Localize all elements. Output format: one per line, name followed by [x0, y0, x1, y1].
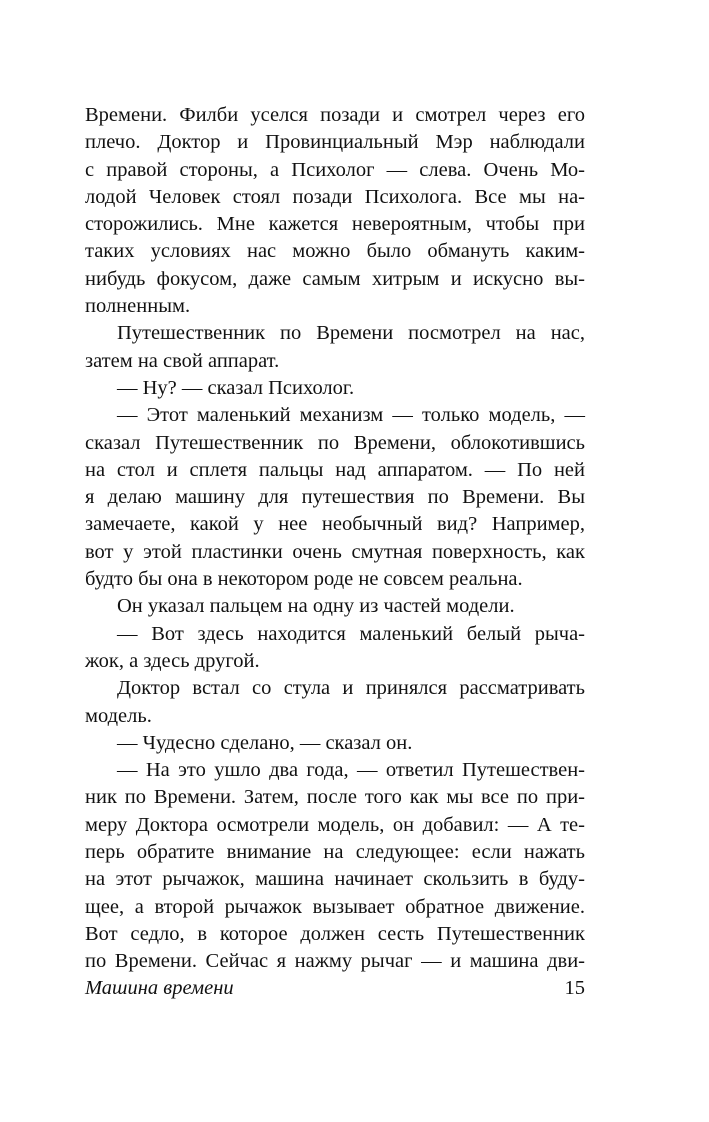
running-title: Машина времени	[85, 977, 234, 999]
text-line: лодой Человек стоял позади Психолога. Все мы на-	[85, 185, 585, 208]
text-line: меру Доктора осмотрели модель, он добавил: — А те-	[85, 813, 585, 836]
text-line: я делаю машину для путешествия по Времени. Вы	[85, 486, 585, 509]
text-line: Путешественник по Времени посмотрел на нас,	[117, 322, 585, 345]
text-line: Доктор встал со стула и принялся рассматривать	[117, 677, 585, 700]
text-line: по Времени. Сейчас я нажму рычаг — и машина дви-	[85, 950, 585, 973]
text-line: будто бы она в некотором роде не совсем реальна.	[85, 568, 523, 591]
text-line: — Вот здесь находится маленький белый рыча-	[117, 622, 585, 645]
page-number: 15	[564, 977, 585, 999]
text-line: с правой стороны, а Психолог — слева. Очень Мо-	[85, 158, 585, 181]
text-line: на этот рычажок, машина начинает скользить в буду-	[85, 868, 585, 891]
text-line: Вот седло, в которое должен сесть Путешественник	[85, 922, 585, 945]
text-line: — Этот маленький механизм — только модель, —	[117, 404, 585, 427]
text-line: — Чудесно сделано, — сказал он.	[117, 731, 413, 754]
text-line: сказал Путешественник по Времени, облокотившись	[85, 431, 585, 454]
text-line: ник по Времени. Затем, после того как мы все по при-	[85, 786, 585, 809]
text-line: перь обратите внимание на следующее: если нажать	[85, 841, 585, 864]
text-line: Времени. Филби уселся позади и смотрел через его	[85, 104, 585, 126]
text-line: полненным.	[85, 295, 191, 318]
text-line: щее, а второй рычажок вызывает обратное движение.	[85, 895, 585, 918]
text-line: плечо. Доктор и Провинциальный Мэр наблюдали	[85, 131, 585, 154]
text-line: модель.	[85, 704, 152, 727]
text-line: таких условиях нас можно было обмануть каким-	[85, 240, 585, 263]
text-line: Он указал пальцем на одну из частей модели.	[117, 595, 515, 618]
text-line: сторожились. Мне кажется невероятным, чтобы при	[85, 213, 585, 236]
text-line: — Ну? — сказал Психолог.	[117, 376, 355, 399]
text-line: на стол и сплетя пальцы над аппаратом. — По ней	[85, 458, 585, 481]
text-line: жок, а здесь другой.	[85, 649, 260, 672]
text-line: замечаете, какой у нее необычный вид? Например,	[85, 513, 585, 536]
page-footer	[85, 977, 585, 1005]
text-line: вот у этой пластинки очень смутная поверхность, как	[85, 540, 585, 563]
body-text	[85, 102, 585, 976]
text-line: — На это ушло два года, — ответил Путешествен-	[117, 759, 585, 782]
text-line: нибудь фокусом, даже самым хитрым и искусно вы-	[85, 267, 585, 290]
text-line: затем на свой аппарат.	[85, 349, 280, 372]
